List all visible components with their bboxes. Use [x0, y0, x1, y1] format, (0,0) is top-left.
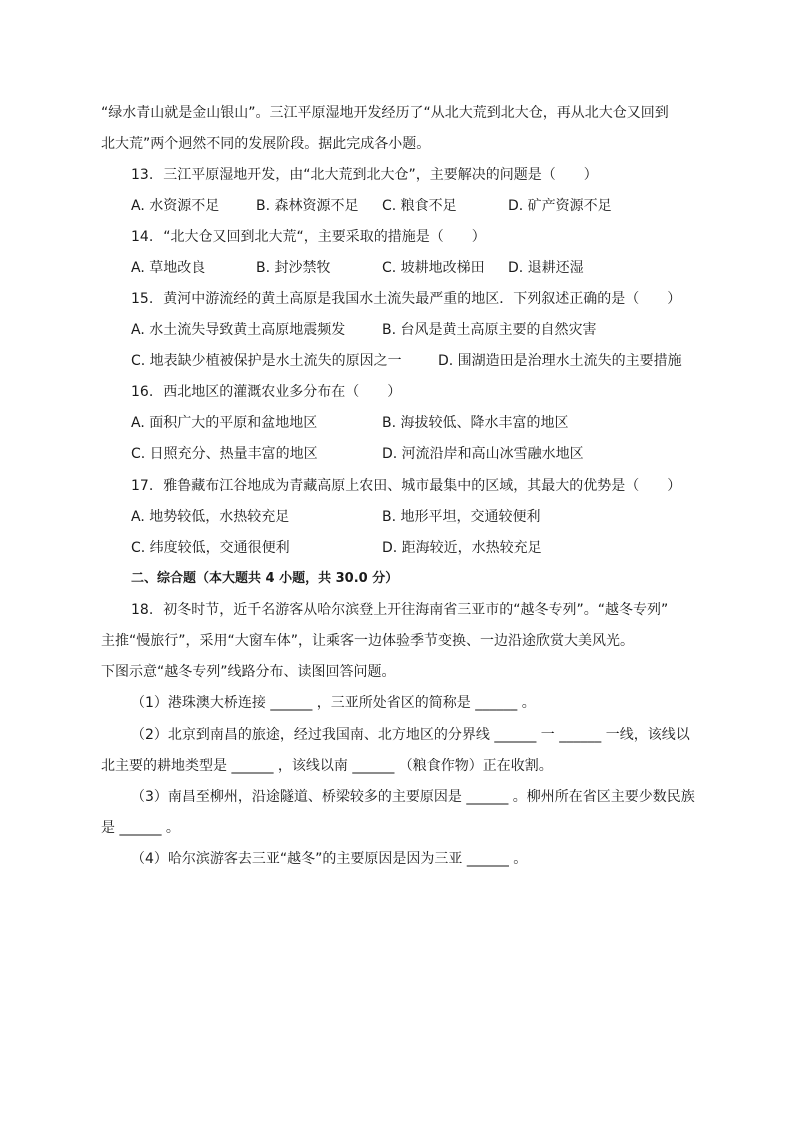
option-b[interactable]: B. 封沙禁牧: [256, 260, 331, 276]
option-a[interactable]: A. 地势较低，水热较充足: [131, 509, 290, 525]
question-16: [131, 382, 401, 402]
question-14: [131, 227, 486, 247]
sub-question-3[interactable]: （3）南昌至柳州，沿途隧道、桥梁较多的主要原因是 ______ 。柳州所在省区主要少数民族: [131, 789, 695, 805]
question-number: 16.: [131, 384, 154, 400]
section-heading: 二、综合题（本大题共 4 小题，共 30.0 分）: [131, 571, 399, 586]
option-d[interactable]: D. 矿产资源不足: [508, 198, 612, 214]
option-c[interactable]: C. 地表缺少植被保护是水土流失的原因之一: [131, 353, 402, 369]
option-b[interactable]: B. 海拔较低、降水丰富的地区: [382, 415, 569, 431]
question-number: 13.: [131, 167, 154, 183]
option-a[interactable]: A. 草地改良: [131, 260, 206, 276]
question-18-line-3: 下图示意“越冬专列”线路分布、读图回答问题。: [101, 664, 396, 680]
sub-question-1[interactable]: （1）港珠澳大桥连接 ______ ，三亚所处省区的简称是 ______ 。: [131, 695, 536, 711]
question-15: [131, 289, 681, 309]
sub-question-2-cont[interactable]: 北主要的耕地类型是 ______ ，该线以南 ______ （粮食作物）正在收割。: [101, 758, 553, 774]
intro-line-2: 北大荒”两个迥然不同的发展阶段。据此完成各小题。: [101, 136, 431, 152]
question-stem: 西北地区的灌溉农业多分布在（ ）: [163, 384, 402, 400]
question-18: [131, 600, 668, 620]
question-18-line-2: 主推“慢旅行”，采用“大窗车体”，让乘客一边体验季节变换、一边沿途欣赏大美风光。: [101, 633, 635, 649]
sub-question-3-cont[interactable]: 是 ______ 。: [101, 820, 180, 836]
option-a[interactable]: A. 水土流失导致黄土高原地震频发: [131, 322, 346, 338]
option-d[interactable]: D. 退耕还湿: [508, 260, 584, 276]
question-13: [131, 165, 598, 185]
question-stem: 三江平原湿地开发，由“北大荒到北大仓”，主要解决的问题是（ ）: [163, 167, 598, 183]
option-d[interactable]: D. 围湖造田是治理水土流失的主要措施: [438, 353, 682, 369]
question-stem: “北大仓又回到北大荒“，主要采取的措施是（ ）: [163, 229, 486, 245]
option-c[interactable]: C. 纬度较低，交通很便利: [131, 540, 290, 556]
option-b[interactable]: B. 台风是黄土高原主要的自然灾害: [382, 322, 597, 338]
option-c[interactable]: C. 坡耕地改梯田: [382, 260, 485, 276]
option-d[interactable]: D. 河流沿岸和高山冰雪融水地区: [382, 446, 584, 462]
question-number: 14.: [131, 229, 154, 245]
question-number: 17.: [131, 478, 154, 494]
question-number: 15.: [131, 291, 154, 307]
option-a[interactable]: A. 水资源不足: [131, 198, 220, 214]
question-stem: 黄河中游流经的黄土高原是我国水土流失最严重的地区．下列叙述正确的是（ ）: [163, 291, 682, 307]
option-b[interactable]: B. 地形平坦，交通较便利: [382, 509, 541, 525]
intro-line-1: “绿水青山就是金山银山”。三江平原湿地开发经历了“从北大荒到北大仓，再从北大仓又回到: [101, 105, 669, 121]
option-b[interactable]: B. 森林资源不足: [256, 198, 359, 214]
sub-question-4[interactable]: （4）哈尔滨游客去三亚“越冬”的主要原因是因为三亚 ______ 。: [131, 851, 528, 867]
question-17: [131, 476, 681, 496]
option-c[interactable]: C. 日照充分、热量丰富的地区: [131, 446, 318, 462]
question-number: 18.: [131, 602, 154, 618]
question-stem: 初冬时节，近千名游客从哈尔滨登上开往海南省三亚市的“越冬专列”。“越冬专列”: [163, 602, 669, 618]
option-c[interactable]: C. 粮食不足: [382, 198, 457, 214]
option-a[interactable]: A. 面积广大的平原和盆地地区: [131, 415, 318, 431]
sub-question-2[interactable]: （2）北京到南昌的旅途，经过我国南、北方地区的分界线 ______ 一 ______ 一线，该线以: [131, 727, 690, 743]
question-stem: 雅鲁藏布江谷地成为青藏高原上农田、城市最集中的区域，其最大的优势是（ ）: [163, 478, 682, 494]
option-d[interactable]: D. 距海较近，水热较充足: [382, 540, 542, 556]
